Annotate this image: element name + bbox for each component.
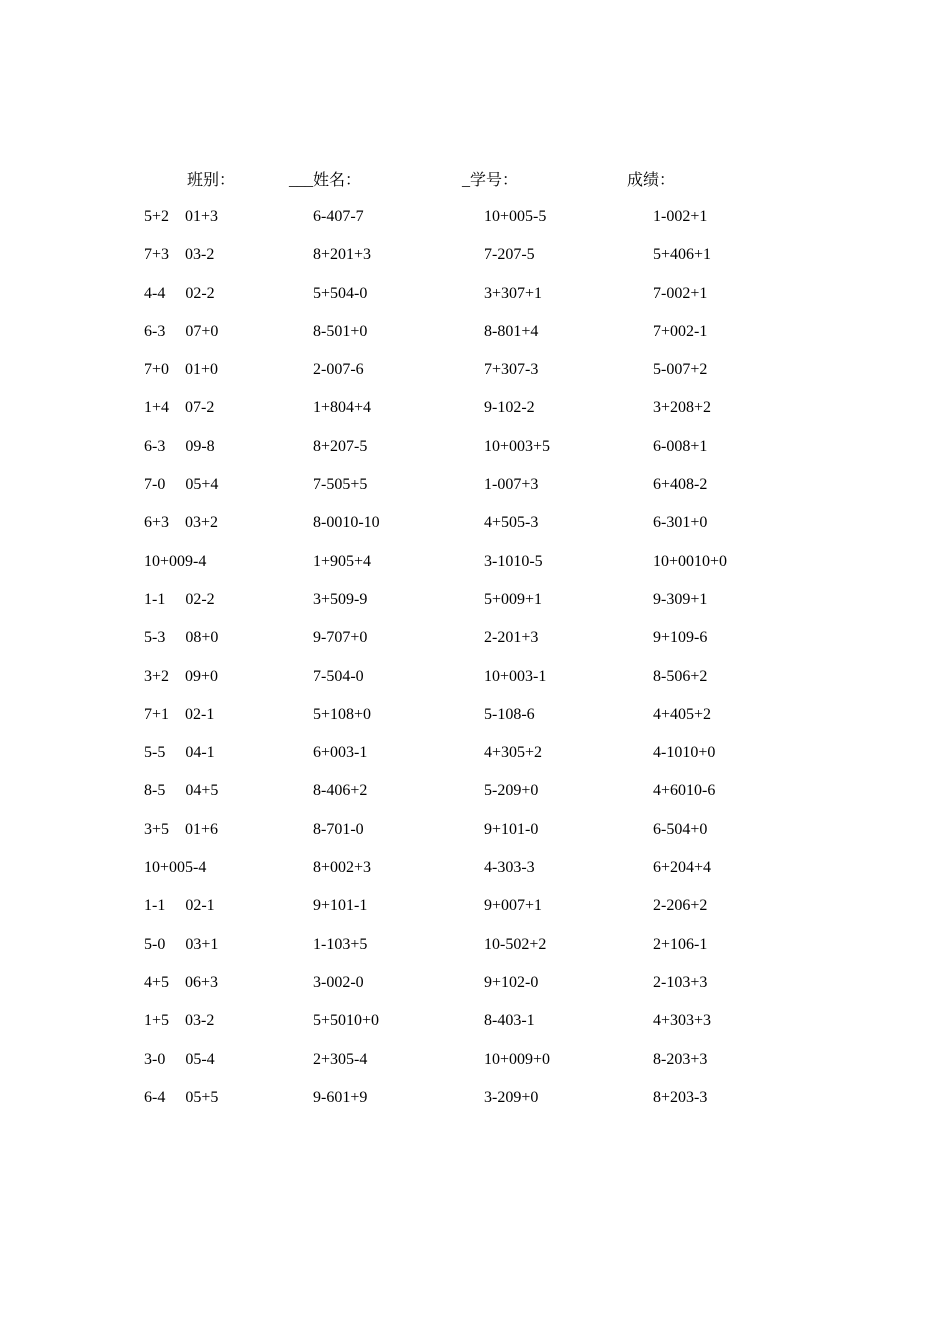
problem-cell: 4-303-3 [484,859,535,877]
problem-cell: 7-207-5 [484,246,535,264]
problem-cell: 4-1010+0 [653,744,716,762]
problem-cell: 8-701-0 [313,820,364,838]
student-id-label: _学号： [462,172,519,189]
problem-row [0,472,950,510]
score-label: 成绩： [627,172,676,189]
problem-cell: 3-0 05-4 [144,1050,215,1068]
problem-cell: 9+007+1 [484,897,543,915]
problem-cell: 8+207-5 [313,437,368,455]
problem-cell: 6-3 07+0 [144,322,219,340]
problem-cell: 3-209+0 [484,1088,539,1106]
problem-cell: 6-3 09-8 [144,437,215,455]
problem-row [0,664,950,702]
problem-cell: 1-002+1 [653,208,708,225]
problem-cell: 10+003-1 [484,667,547,685]
problem-cell: 8-5 04+5 [144,782,219,800]
problem-cell: 5+406+1 [653,246,712,264]
problem-row [0,281,950,319]
problem-cell: 10+003+5 [484,437,551,455]
problem-row [0,357,950,395]
problem-cell: 6-504+0 [653,820,708,838]
problem-cell: 8+201+3 [313,246,372,264]
problem-cell: 6+003-1 [313,744,368,762]
problem-cell: 9+101-0 [484,820,539,838]
problem-cell: 2-007-6 [313,361,364,379]
problem-cell: 2-103+3 [653,973,708,991]
problem-row [0,395,950,433]
problem-cell: 5+5010+0 [313,1012,380,1030]
problem-cell: 8-801+4 [484,322,539,340]
problem-row [0,817,950,855]
problem-cell: 4+405+2 [653,705,712,723]
problem-cell: 10+005-5 [484,208,547,225]
problem-cell: 5+504-0 [313,284,368,302]
problem-cell: 9+101-1 [313,897,368,915]
problem-cell: 10+005-4 [144,859,207,877]
problem-grid [0,204,950,1123]
problem-cell: 7-0 05+4 [144,476,219,494]
class-label: 班别： [187,172,236,189]
problem-cell: 4+305+2 [484,744,543,762]
problem-cell: 7-002+1 [653,284,708,302]
problem-cell: 3+5 01+6 [144,820,219,838]
problem-cell: 6+204+4 [653,859,712,877]
problem-row [0,242,950,280]
problem-cell: 4+6010-6 [653,782,716,800]
problem-cell: 1-103+5 [313,935,368,953]
problem-row [0,932,950,970]
problem-cell: 10+009-4 [144,552,207,570]
name-label: ___姓名： [289,172,362,189]
problem-cell: 5+108+0 [313,705,372,723]
problem-cell: 10-502+2 [484,935,547,953]
problem-cell: 6-301+0 [653,514,708,532]
problem-cell: 5-3 08+0 [144,629,219,647]
problem-row [0,587,950,625]
problem-cell: 9+102-0 [484,973,539,991]
problem-cell: 6-008+1 [653,437,708,455]
problem-cell: 4-4 02-2 [144,284,215,302]
problem-cell: 4+5 06+3 [144,973,219,991]
problem-cell: 6+3 03+2 [144,514,219,532]
problem-cell: 3-1010-5 [484,552,543,570]
problem-cell: 1-1 02-2 [144,590,215,608]
problem-cell: 1-1 02-1 [144,897,215,915]
problem-cell: 9+109-6 [653,629,708,647]
problem-cell: 9-601+9 [313,1088,368,1106]
problem-cell: 6-407-7 [313,208,364,225]
problem-row [0,970,950,1008]
problem-cell: 7+002-1 [653,322,708,340]
problem-row [0,625,950,663]
problem-cell: 7+0 01+0 [144,361,219,379]
problem-cell: 8-406+2 [313,782,368,800]
problem-cell: 2-201+3 [484,629,539,647]
problem-cell: 8-403-1 [484,1012,535,1030]
problem-cell: 1+804+4 [313,399,372,417]
problem-row [0,319,950,357]
problem-cell: 1+4 07-2 [144,399,215,417]
problem-cell: 9-309+1 [653,590,708,608]
problem-cell: 9-102-2 [484,399,535,417]
problem-row [0,1008,950,1046]
problem-cell: 8-506+2 [653,667,708,685]
problem-cell: 3+307+1 [484,284,543,302]
worksheet-header [0,168,950,194]
problem-cell: 8-0010-10 [313,514,380,532]
problem-cell: 5-209+0 [484,782,539,800]
problem-cell: 1+5 03-2 [144,1012,215,1030]
problem-cell: 7-504-0 [313,667,364,685]
problem-row [0,434,950,472]
problem-cell: 5-108-6 [484,705,535,723]
problem-cell: 3+2 09+0 [144,667,219,685]
problem-cell: 5-007+2 [653,361,708,379]
problem-cell: 5-0 03+1 [144,935,219,953]
problem-cell: 5-5 04-1 [144,744,215,762]
problem-cell: 7-505+5 [313,476,368,494]
problem-row [0,740,950,778]
problem-row [0,510,950,548]
problem-cell: 5+2 01+3 [144,208,219,225]
problem-row [0,893,950,931]
problem-row [0,1085,950,1123]
problem-row [0,778,950,816]
problem-cell: 4+505-3 [484,514,539,532]
problem-cell: 3-002-0 [313,973,364,991]
problem-row [0,204,950,242]
problem-cell: 2+106-1 [653,935,708,953]
problem-row [0,855,950,893]
problem-cell: 6+408-2 [653,476,708,494]
problem-cell: 8+203-3 [653,1088,708,1106]
problem-cell: 5+009+1 [484,590,543,608]
problem-cell: 9-707+0 [313,629,368,647]
problem-cell: 3+509-9 [313,590,368,608]
problem-cell: 1+905+4 [313,552,372,570]
problem-row [0,1047,950,1085]
problem-cell: 8-501+0 [313,322,368,340]
problem-row [0,702,950,740]
problem-cell: 3+208+2 [653,399,712,417]
problem-cell: 8+002+3 [313,859,372,877]
problem-cell: 1-007+3 [484,476,539,494]
problem-cell: 7+1 02-1 [144,705,215,723]
problem-cell: 6-4 05+5 [144,1088,219,1106]
problem-cell: 10+0010+0 [653,552,728,570]
problem-cell: 8-203+3 [653,1050,708,1068]
problem-cell: 2-206+2 [653,897,708,915]
problem-cell: 7+307-3 [484,361,539,379]
problem-cell: 4+303+3 [653,1012,712,1030]
problem-cell: 2+305-4 [313,1050,368,1068]
problem-row [0,549,950,587]
problem-cell: 10+009+0 [484,1050,551,1068]
problem-cell: 7+3 03-2 [144,246,215,264]
